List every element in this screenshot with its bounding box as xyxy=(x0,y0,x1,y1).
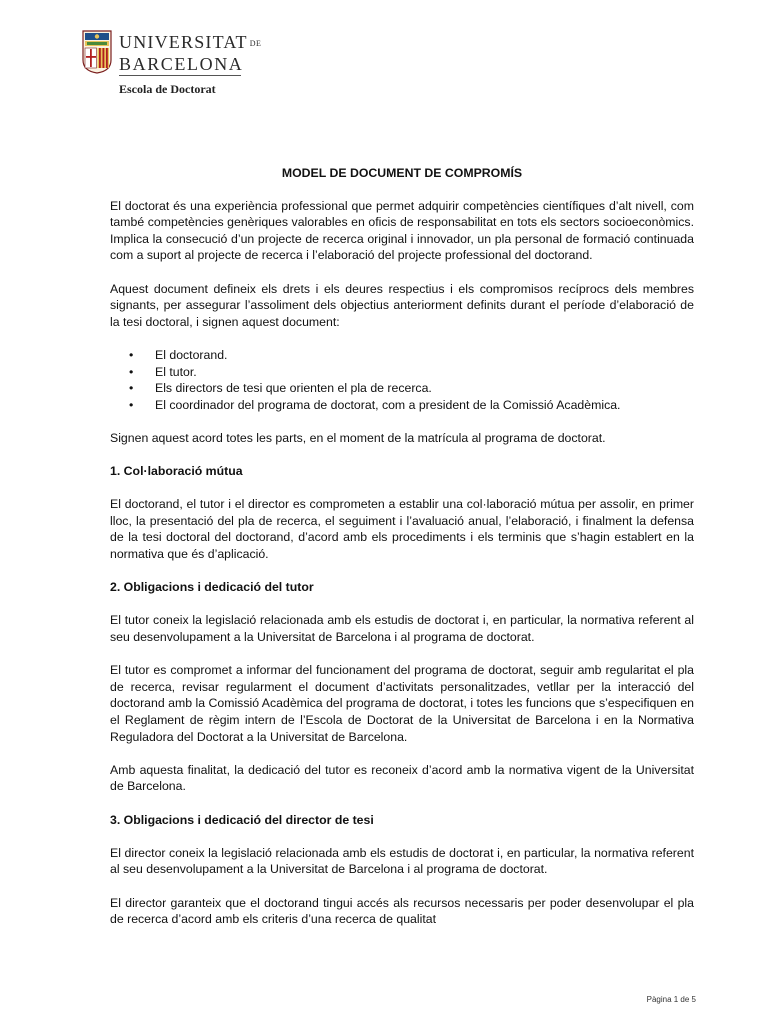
logo-divider xyxy=(119,75,241,76)
logo-line-2: BARCELONA xyxy=(119,54,244,74)
signatories-list xyxy=(110,347,694,413)
section-paragraph: El director coneix la legislació relacionada amb els estudis de doctorat i, en particular, la normativa referent al seu desenvolupament a la Universitat de Barcelona i al programa de doctorat. xyxy=(110,845,694,877)
logo-line-1 xyxy=(119,32,261,54)
list-item-text: El doctorand. xyxy=(155,347,228,362)
list-item-text: El coordinador del programa de doctorat, com a president de la Comissió Acadèmica. xyxy=(155,397,621,412)
bullet-icon: • xyxy=(129,397,134,412)
intro-paragraph: El doctorat és una experiència professional que permet adquirir competències científiques d’alt nivell, com també competències genèriques valorables en oficis de responsabilitat en tots els sectors socioeconòmics. Implica la consecució d’un projecte de recerca original i innovador, un pla personal de formació continuada com a suport al projecte de recerca i l’elaboració del projecte professional del doctorand. xyxy=(110,198,694,263)
section-paragraph: El doctorand, el tutor i el director es comprometen a establir una col·laboració mútua per assolir, en primer lloc, la presentació del pla de recerca, el seguiment i l’avaluació anual, l’elaboració, i finalment la defensa de la tesi doctoral del doctorand, d’acord amb els procediments i els terminis que s’hagin establert en la normativa que és d’aplicació. xyxy=(110,497,694,562)
section-heading: 3. Obligacions i dedicació del director de tesi xyxy=(110,812,374,827)
agreement-paragraph: Signen aquest acord totes les parts, en el moment de la matrícula al programa de doctorat. xyxy=(110,430,606,445)
intro-paragraph: Aquest document defineix els drets i els deures respectius i els compromisos recíprocs dels membres signants, per assegurar l’assoliment dels objectius anteriorment definits durant el període d’elaboració de la tesi doctoral, i signen aquest document: xyxy=(110,281,694,329)
university-name xyxy=(119,32,261,74)
bullet-icon: • xyxy=(129,347,134,362)
section-heading: 2. Obligacions i dedicació del tutor xyxy=(110,580,314,595)
section-heading: 1. Col·laboració mútua xyxy=(110,464,243,479)
logo-universitat: UNIVERSITAT xyxy=(119,32,248,52)
document-title: MODEL DE DOCUMENT DE COMPROMÍS xyxy=(281,166,523,180)
logo-de: DE xyxy=(249,39,262,48)
bullet-icon: • xyxy=(129,364,134,379)
section-paragraph: El tutor coneix la legislació relacionada amb els estudis de doctorat i, en particular, la normativa referent al seu desenvolupament a la Universitat de Barcelona i al programa de doctorat. xyxy=(110,613,694,645)
school-name: Escola de Doctorat xyxy=(119,82,216,96)
section-paragraph: Amb aquesta finalitat, la dedicació del tutor es reconeix d’acord amb la normativa vigent de la Universitat de Barcelona. xyxy=(110,762,694,794)
list-item-text: El tutor. xyxy=(155,364,197,379)
page-number: Pàgina 1 de 5 xyxy=(646,995,696,1004)
letterhead xyxy=(82,30,262,100)
list-item xyxy=(110,397,694,414)
university-seal-icon xyxy=(82,30,112,74)
section-paragraph: El tutor es compromet a informar del funcionament del programa de doctorat, seguir amb regularitat el pla de recerca, revisar regularment el document d’activitats personalitzades, vetllar per la interacció del doctorand amb la Comissió Acadèmica del programa de doctorat, i totes les funcions que s’especifiquen en el Reglament de règim intern de l’Escola de Doctorat de la Universitat de Barcelona i en la Normativa Reguladora del Doctorat a la Universitat de Barcelona. xyxy=(110,663,694,744)
document-body xyxy=(110,165,694,944)
list-item xyxy=(110,380,694,397)
list-item-text: Els directors de tesi que orienten el pla de recerca. xyxy=(155,381,432,396)
list-item xyxy=(110,364,694,381)
list-item xyxy=(110,347,694,364)
bullet-icon: • xyxy=(129,381,134,396)
section-paragraph: El director garanteix que el doctorand tingui accés als recursos necessaris per poder desenvolupar el pla de recerca d’acord amb els criteris d’una recerca de qualitat xyxy=(110,895,694,927)
